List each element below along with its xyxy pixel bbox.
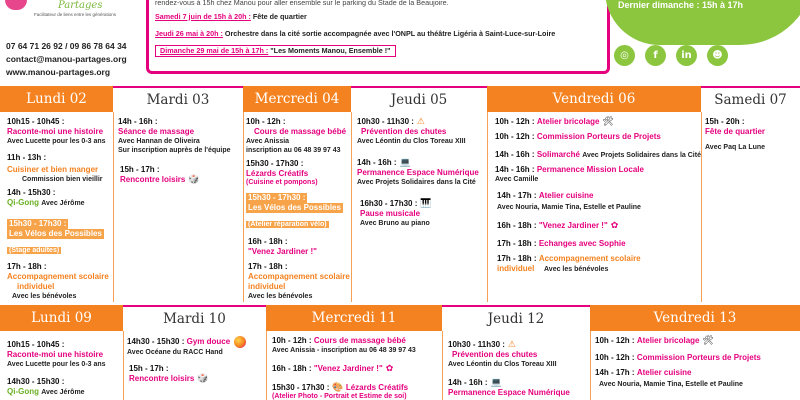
day-header: Jeudi 05 bbox=[351, 86, 487, 112]
event-title: Rencontre loisirs bbox=[129, 374, 195, 383]
event-time: 15h30 - 17h30 : bbox=[246, 159, 304, 168]
event bbox=[448, 340, 588, 369]
event bbox=[595, 336, 799, 346]
event bbox=[495, 165, 699, 184]
event-time: 14h - 16h : bbox=[357, 158, 397, 167]
event bbox=[7, 262, 125, 301]
event bbox=[497, 221, 701, 231]
event-detail: Avec Anissia bbox=[246, 138, 290, 145]
contact-block bbox=[6, 40, 127, 79]
event-title: Qi-Gong bbox=[7, 198, 39, 207]
event-detail: (Cuisine et pompons) bbox=[246, 179, 318, 186]
event bbox=[497, 191, 701, 212]
column-divider bbox=[590, 331, 591, 400]
event-detail: Avec Jérôme bbox=[41, 389, 85, 396]
event-time: 16h - 18h : bbox=[248, 237, 288, 246]
event-time: 10h - 12h : bbox=[272, 336, 312, 345]
event bbox=[360, 199, 485, 228]
event bbox=[448, 378, 588, 398]
news-date: Dimanche 29 mai de 15h à 17h : bbox=[160, 45, 269, 55]
event-detail: Avec Nouria, Mamie Tina, Estelle et Pauline bbox=[497, 204, 641, 211]
event-time: 16h30 - 17h30 : bbox=[360, 199, 418, 208]
event-detail: Avec Océane du RACC Hand bbox=[127, 349, 223, 356]
piano-icon: 🎹 bbox=[420, 199, 432, 209]
event-detail: inscription au 06 48 39 97 43 bbox=[246, 147, 341, 154]
news-text: Orchestre dans la cité sortie accompagnée avec l'ONPL au théâtre Ligéria à Saint-Luce-sur-Loire bbox=[224, 29, 556, 38]
event-title: Lézards Créatifs bbox=[246, 169, 309, 178]
event-time: 15h - 20h : bbox=[705, 117, 745, 126]
logo-area bbox=[0, 0, 145, 78]
event-time: 14h30 - 15h30 : bbox=[127, 337, 185, 347]
event-detail: Avec Léontin du Clos Toreau XIII bbox=[357, 138, 466, 145]
day-header: Mercredi 04 bbox=[243, 86, 351, 112]
event-detail: Commission bien vieillir bbox=[22, 176, 103, 183]
event bbox=[497, 254, 701, 274]
event bbox=[272, 336, 440, 355]
event-time: 10h - 12h : bbox=[595, 336, 635, 345]
event-title: "Venez Jardiner !" bbox=[538, 221, 608, 230]
news-box bbox=[146, 0, 610, 74]
contact-phone: 07 64 71 26 92 / 09 86 78 64 34 bbox=[6, 41, 127, 51]
event bbox=[595, 353, 799, 363]
event bbox=[248, 262, 366, 301]
event-detail: Avec les bénévoles bbox=[248, 293, 313, 300]
green-banner-text: Dernier dimanche : 15h à 17h bbox=[618, 0, 744, 10]
news-item bbox=[155, 45, 396, 58]
event bbox=[595, 368, 799, 389]
event bbox=[127, 336, 265, 357]
event-time: 16h - 18h : bbox=[497, 221, 537, 230]
event-time: 15h30 - 17h30 : bbox=[272, 383, 330, 392]
event bbox=[120, 165, 238, 185]
column-divider bbox=[243, 112, 244, 302]
warning-icon: ⚠ bbox=[416, 117, 425, 127]
logo-word: Partages bbox=[58, 0, 103, 11]
event-time: 17h - 18h : bbox=[497, 239, 537, 248]
event bbox=[357, 158, 485, 187]
event-time: 10h - 12h : bbox=[495, 117, 535, 126]
event-time: 15h - 17h : bbox=[120, 165, 160, 174]
event-title: Solimarché bbox=[536, 150, 580, 159]
social-links bbox=[614, 45, 728, 66]
event-detail: Avec les bénévoles bbox=[544, 266, 609, 273]
event-detail: Avec Hannan de Oliveira bbox=[118, 138, 200, 145]
event bbox=[272, 383, 440, 400]
event bbox=[118, 117, 236, 155]
event bbox=[7, 117, 125, 146]
event-time: 17h - 18h : bbox=[7, 262, 47, 271]
day-header: Jeudi 12 bbox=[442, 305, 590, 331]
event-detail: Avec Paq La Lune bbox=[705, 144, 766, 151]
column-divider bbox=[487, 112, 488, 302]
computer-icon: 💻 bbox=[490, 378, 502, 388]
dice-icon: 🎲 bbox=[197, 374, 209, 384]
palette-icon: 🎨 bbox=[332, 383, 344, 393]
event-time: 14h - 16h : bbox=[448, 378, 488, 387]
event-detail: Sur inscription auprès de l'équipe bbox=[118, 147, 231, 154]
event-time: 10h30 - 11h30 : bbox=[357, 117, 414, 126]
facebook-icon[interactable]: f bbox=[645, 45, 666, 66]
event-time: 14h - 15h30 : bbox=[7, 188, 56, 197]
event-title: Cours de massage bébé bbox=[313, 336, 406, 345]
event-title: Commission Porteurs de Projets bbox=[636, 353, 761, 362]
event-title: Echanges avec Sophie bbox=[538, 239, 626, 248]
event-title-cont: individuel bbox=[17, 282, 55, 291]
news-text: "Les Moments Manou, Ensemble !" bbox=[270, 45, 391, 55]
logo-tagline: Facilitateur de liens entre les générations bbox=[33, 12, 117, 17]
day-header: Vendredi 06 bbox=[487, 86, 701, 112]
event bbox=[495, 117, 699, 127]
event-detail: (Stage adultes) bbox=[9, 247, 60, 254]
day-header: Mercredi 11 bbox=[266, 305, 442, 331]
event-time: 14h - 17h : bbox=[595, 368, 635, 377]
event bbox=[497, 239, 701, 249]
event-title: Raconte-moi une histoire bbox=[7, 127, 104, 136]
event-time: 14h - 16h : bbox=[495, 150, 535, 159]
event-title: Pause musicale bbox=[360, 209, 421, 218]
event-title: Séance de massage bbox=[118, 127, 195, 136]
day-header: Lundi 09 bbox=[0, 305, 123, 331]
contact-website[interactable]: www.manou-partages.org bbox=[6, 67, 111, 77]
event-title-cont: individuel bbox=[248, 282, 286, 291]
day-header: Mardi 10 bbox=[123, 305, 266, 331]
event-title: Prévention des chutes bbox=[452, 350, 538, 359]
event-time: 10h - 12h : bbox=[495, 132, 535, 141]
news-intro: rendez-vous à 15h chez Manou pour aller ensemble sur le parking du Stade de la Beaujoire. bbox=[155, 0, 449, 7]
linkedin-icon[interactable]: in bbox=[676, 45, 697, 66]
event-time: 15h - 17h : bbox=[129, 364, 169, 373]
contact-email[interactable]: contact@manou-partages.org bbox=[6, 54, 127, 64]
dice-icon: 🎲 bbox=[188, 175, 200, 185]
event-time: 17h - 18h : bbox=[497, 254, 537, 263]
flower-icon: ✿ bbox=[610, 221, 619, 231]
event-time: 10h - 12h : bbox=[595, 353, 635, 362]
instagram-icon[interactable]: ◎ bbox=[614, 45, 635, 66]
event-detail: (Atelier Photo - Portrait et Estime de soi) bbox=[272, 393, 407, 400]
warning-icon: ⚠ bbox=[507, 340, 516, 350]
event bbox=[248, 237, 366, 257]
event bbox=[705, 117, 799, 152]
event-detail: Avec Bruno au piano bbox=[360, 220, 430, 227]
event-detail: Avec Projets Solidaires dans la Cité bbox=[357, 179, 476, 186]
event bbox=[272, 364, 440, 374]
news-item bbox=[155, 29, 601, 40]
tools-icon: 🛠 bbox=[702, 336, 714, 346]
computer-icon: 💻 bbox=[399, 158, 411, 168]
flower-icon: ✿ bbox=[385, 364, 394, 374]
news-text: Fête de quartier bbox=[252, 11, 307, 21]
event-time: 14h - 17h : bbox=[497, 191, 537, 200]
event-title: Gym douce bbox=[186, 337, 231, 347]
event-title: Fête de quartier bbox=[705, 127, 766, 136]
event-detail: Avec Nouria, Mamie Tina, Estelle et Pauline bbox=[599, 381, 743, 388]
event bbox=[129, 364, 247, 384]
event-time: 10h - 12h : bbox=[246, 117, 286, 126]
day-header: Mardi 03 bbox=[113, 86, 243, 112]
event-title: Permanence Mission Locale bbox=[536, 165, 644, 174]
logo-icon bbox=[5, 0, 27, 10]
event bbox=[246, 117, 364, 155]
event-time: 11h - 13h : bbox=[7, 153, 47, 162]
event-title: Accompagnement scolaire bbox=[248, 272, 350, 281]
event-title: Atelier cuisine bbox=[538, 191, 594, 200]
event-title: Permanence Espace Numérique bbox=[448, 388, 570, 397]
event-title: Accompagnement scolaire bbox=[538, 254, 641, 263]
event-time: 17h - 18h : bbox=[248, 262, 288, 271]
event-detail: Avec Projets Solidaires dans la Cité bbox=[582, 152, 701, 159]
event bbox=[7, 188, 125, 208]
snapchat-icon[interactable]: ☻ bbox=[707, 45, 728, 66]
event-title: Les Vélos des Possibles bbox=[9, 229, 102, 238]
event bbox=[7, 219, 125, 257]
event-detail: Avec Lucette pour les 0-3 ans bbox=[7, 138, 106, 145]
event bbox=[357, 117, 485, 146]
event-time: 10h30 - 11h30 : bbox=[448, 340, 505, 349]
event-title: Atelier cuisine bbox=[636, 368, 692, 377]
event bbox=[7, 377, 125, 397]
day-header: Vendredi 13 bbox=[590, 305, 800, 331]
event bbox=[495, 132, 699, 142]
event-time: 10h15 - 10h45 : bbox=[7, 117, 65, 126]
event-title: Cuisiner et bien manger bbox=[7, 165, 99, 174]
event-time: 15h30 - 17h30 : bbox=[248, 193, 306, 202]
event-title: Commission Porteurs de Projets bbox=[536, 132, 661, 141]
column-divider bbox=[701, 112, 702, 302]
ball-icon bbox=[234, 336, 246, 348]
event-time: 10h15 - 10h45 : bbox=[7, 340, 65, 349]
event-title: Les Vélos des Possibles bbox=[248, 203, 341, 212]
event-title: Raconte-moi une histoire bbox=[7, 350, 104, 359]
event-detail: Avec Léontin du Clos Toreau XIII bbox=[448, 361, 557, 368]
event bbox=[246, 193, 364, 231]
event bbox=[246, 159, 364, 186]
day-header: Lundi 02 bbox=[0, 86, 113, 112]
event-title: Atelier bricolage bbox=[536, 117, 600, 126]
event bbox=[7, 153, 125, 184]
column-divider bbox=[266, 331, 267, 400]
tools-icon: 🛠 bbox=[602, 117, 614, 127]
event-detail: Avec Lucette pour les 0-3 ans bbox=[7, 361, 106, 368]
event-time: 15h30 - 17h30 : bbox=[9, 219, 67, 228]
news-item bbox=[155, 12, 601, 23]
event-detail: Avec Jérôme bbox=[41, 200, 85, 207]
event-title: Lézards Créatifs bbox=[345, 383, 409, 392]
event-title: Cours de massage bébé bbox=[254, 127, 347, 136]
day-header: Samedi 07 bbox=[701, 86, 800, 112]
event-detail: Avec Anissia - inscription au 06 48 39 97 43 bbox=[272, 347, 416, 354]
event-title: Qi-Gong bbox=[7, 387, 39, 396]
column-divider bbox=[442, 331, 443, 400]
event-time: 14h30 - 15h30 : bbox=[7, 377, 65, 386]
event-detail: Avec Camille bbox=[495, 176, 539, 183]
event-detail: Avec les bénévoles bbox=[12, 293, 77, 300]
event-title: "Venez Jardiner !" bbox=[248, 247, 317, 256]
event-title: Accompagnement scolaire bbox=[7, 272, 109, 281]
event-time: 16h - 18h : bbox=[272, 364, 312, 373]
event-title: "Venez Jardiner !" bbox=[313, 364, 383, 373]
news-date: Jeudi 26 mai à 20h : bbox=[155, 29, 223, 38]
event-title: Rencontre loisirs bbox=[120, 175, 186, 184]
event bbox=[7, 340, 125, 369]
event-detail: (Atelier réparation vélo) bbox=[248, 221, 327, 228]
event-time: 14h - 16h : bbox=[495, 165, 535, 174]
event-title-cont: individuel bbox=[497, 264, 535, 273]
news-date: Samedi 7 juin de 15h à 20h : bbox=[155, 11, 251, 21]
event-title: Prévention des chutes bbox=[361, 127, 447, 136]
event-time: 14h - 16h : bbox=[118, 117, 158, 126]
event-title: Atelier bricolage bbox=[636, 336, 700, 345]
event-title: Permanence Espace Numérique bbox=[357, 168, 479, 177]
event bbox=[495, 150, 699, 160]
